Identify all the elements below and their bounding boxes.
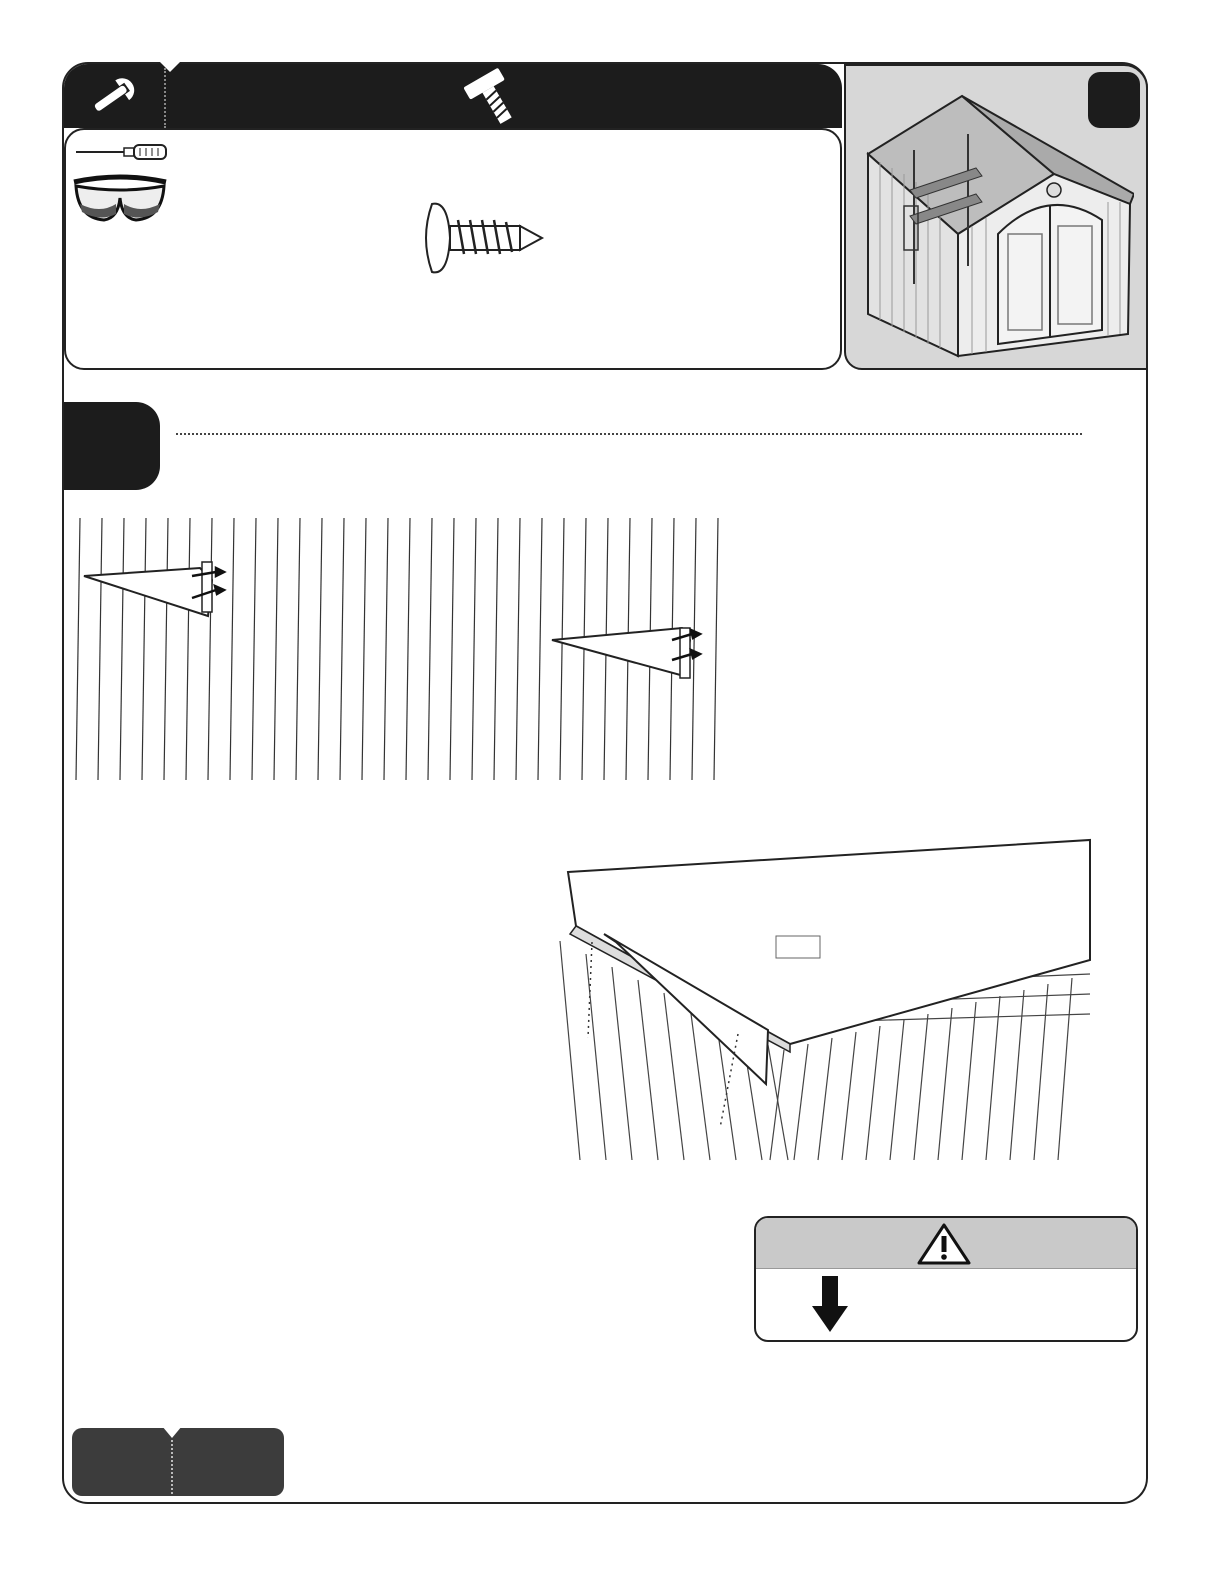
screwdriver-icon	[74, 142, 168, 162]
bracket-installation-diagram	[72, 516, 734, 782]
page-number-tab	[72, 1428, 284, 1496]
warning-triangle-icon	[916, 1222, 972, 1266]
page-tab-notch	[162, 1426, 182, 1438]
header-divider	[164, 68, 166, 128]
warning-box	[754, 1216, 1138, 1342]
page-tab-divider	[171, 1440, 173, 1494]
shed-with-shelves-illustration	[858, 94, 1134, 364]
step-title-rule	[176, 433, 1082, 435]
screw-icon	[416, 198, 548, 278]
down-arrow-icon	[812, 1276, 848, 1334]
shelf-installation-diagram	[554, 838, 1092, 1164]
header-bar	[64, 64, 842, 128]
wrench-icon	[84, 70, 144, 122]
warning-header	[756, 1218, 1136, 1269]
step-tab	[64, 402, 160, 490]
bolt-icon	[462, 66, 524, 128]
header-notch	[160, 62, 180, 72]
safety-glasses-icon	[70, 174, 170, 228]
